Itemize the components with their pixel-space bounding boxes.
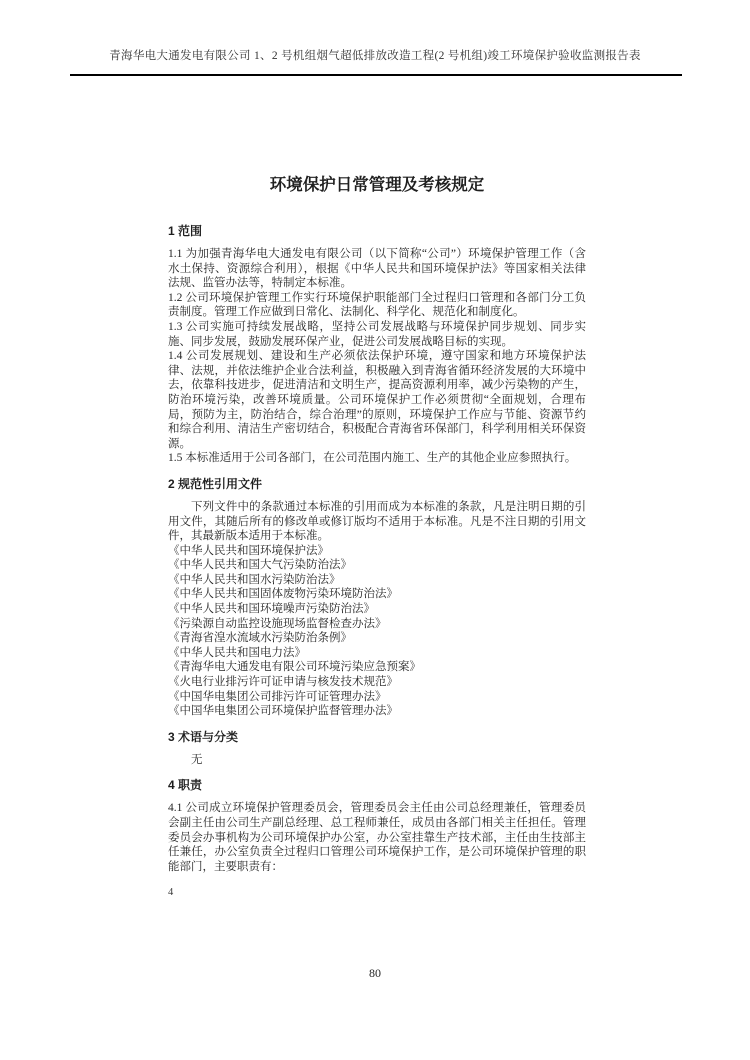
reference-item: 《中华人民共和国环境保护法》 [168, 544, 329, 557]
reference-item: 《中华人民共和国水污染防治法》 [168, 573, 341, 586]
reference-item: 《中华人民共和国电力法》 [168, 646, 306, 659]
section-heading-terms: 3 术语与分类 [168, 729, 239, 744]
reference-item: 《火电行业排污许可证申请与核发技术规范》 [168, 676, 398, 689]
header-rule [70, 74, 682, 76]
paragraph-1-5: 1.5 本标准适用于公司各部门，在公司范围内施工、生产的其他企业应参照执行。 [168, 452, 577, 465]
paragraph-1-1: 1.1 为加强青海华电大通发电有限公司（以下简称“公司”）环境保护管理工作（含水土保持、资源综合利用），根据《中华人民共和国环境保护法》等国家相关法律法规、监管办法等，特制定本标准。 [168, 248, 586, 290]
paragraph-1-4: 1.4 公司发展规划、建设和生产必须依法保护环境，遵守国家和地方环境保护法律、法规，并依法维护企业合法利益，积极融入到青海省循环经济发展的大环境中去，依靠科技进步，促进清洁和文明生产，提高资源利用率，减少污染物的产生，防治环境污染，改善环境质量。公司环境保护工作必须贯彻“全面规划，合理布局，预防为主，防治结合，综合治理”的原则，环境保护工作应与节能、资源节约和综合利用、清洁生产密切结合，积极配合青海省环保部门，科学利用相关环保资源。 [168, 350, 586, 450]
reference-list [168, 544, 586, 719]
paragraph-1-3: 1.3 公司实施可持续发展战略，坚持公司发展战略与环境保护同步规划、同步实施、同步发展，鼓励发展环保产业，促进公司发展战略目标的实现。 [168, 320, 586, 348]
section-heading-responsibilities: 4 职责 [168, 778, 203, 793]
reference-item: 《中华人民共和国固体废物污染环境防治法》 [168, 588, 398, 601]
inner-document-page-number: 4 [168, 887, 174, 899]
reference-item: 《中国华电集团公司环境保护监督管理办法》 [168, 705, 398, 718]
section-heading-normative-references: 2 规范性引用文件 [168, 476, 263, 491]
section-heading-scope: 1 范围 [168, 224, 203, 238]
document-title: 环境保护日常管理及考核规定 [269, 176, 485, 194]
reference-item: 《中华人民共和国环境噪声污染防治法》 [168, 603, 375, 616]
reference-item: 《中国华电集团公司排污许可证管理办法》 [168, 690, 387, 703]
terms-none-text: 无 [191, 753, 203, 766]
paragraph-references-intro: 下列文件中的条款通过本标准的引用而成为本标准的条款，凡是注明日期的引用文件，其随后所有的修改单或修订版均不适用于本标准。凡是不注日期的引用文件，其最新版本适用于本标准。 [168, 500, 586, 543]
report-running-header: 青海华电大通发电有限公司 1、2 号机组烟气超低排放改造工程(2 号机组)竣工环境保护验收监测报告表 [109, 50, 641, 62]
paragraph-1-2: 1.2 公司环境保护管理工作实行环境保护职能部门全过程归口管理和各部门分工负责制度。管理工作应做到日常化、法制化、科学化、规范化和制度化。 [168, 291, 586, 319]
reference-item: 《青海省湟水流域水污染防治条例》 [168, 632, 352, 645]
reference-item: 《青海华电大通发电有限公司环境污染应急预案》 [168, 661, 421, 674]
reference-item: 《中华人民共和国大气污染防治法》 [168, 559, 352, 572]
scanned-document [168, 171, 586, 898]
paragraph-4-1: 4.1 公司成立环境保护管理委员会，管理委员会主任由公司总经理兼任，管理委员会副主任由公司生产副总经理、总工程师兼任，成员由各部门相关主任担任。管理委员会办事机构为公司环境保护办公室，办公室挂靠生产技术部，主任由生技部主任兼任，办公室负责全过程归口管理公司环境保护工作，是公司环境保护管理的职能部门，主要职责有： [168, 802, 586, 873]
reference-item: 《污染源自动监控设施现场监督检查办法》 [168, 617, 387, 630]
report-page-number: 80 [369, 966, 381, 980]
